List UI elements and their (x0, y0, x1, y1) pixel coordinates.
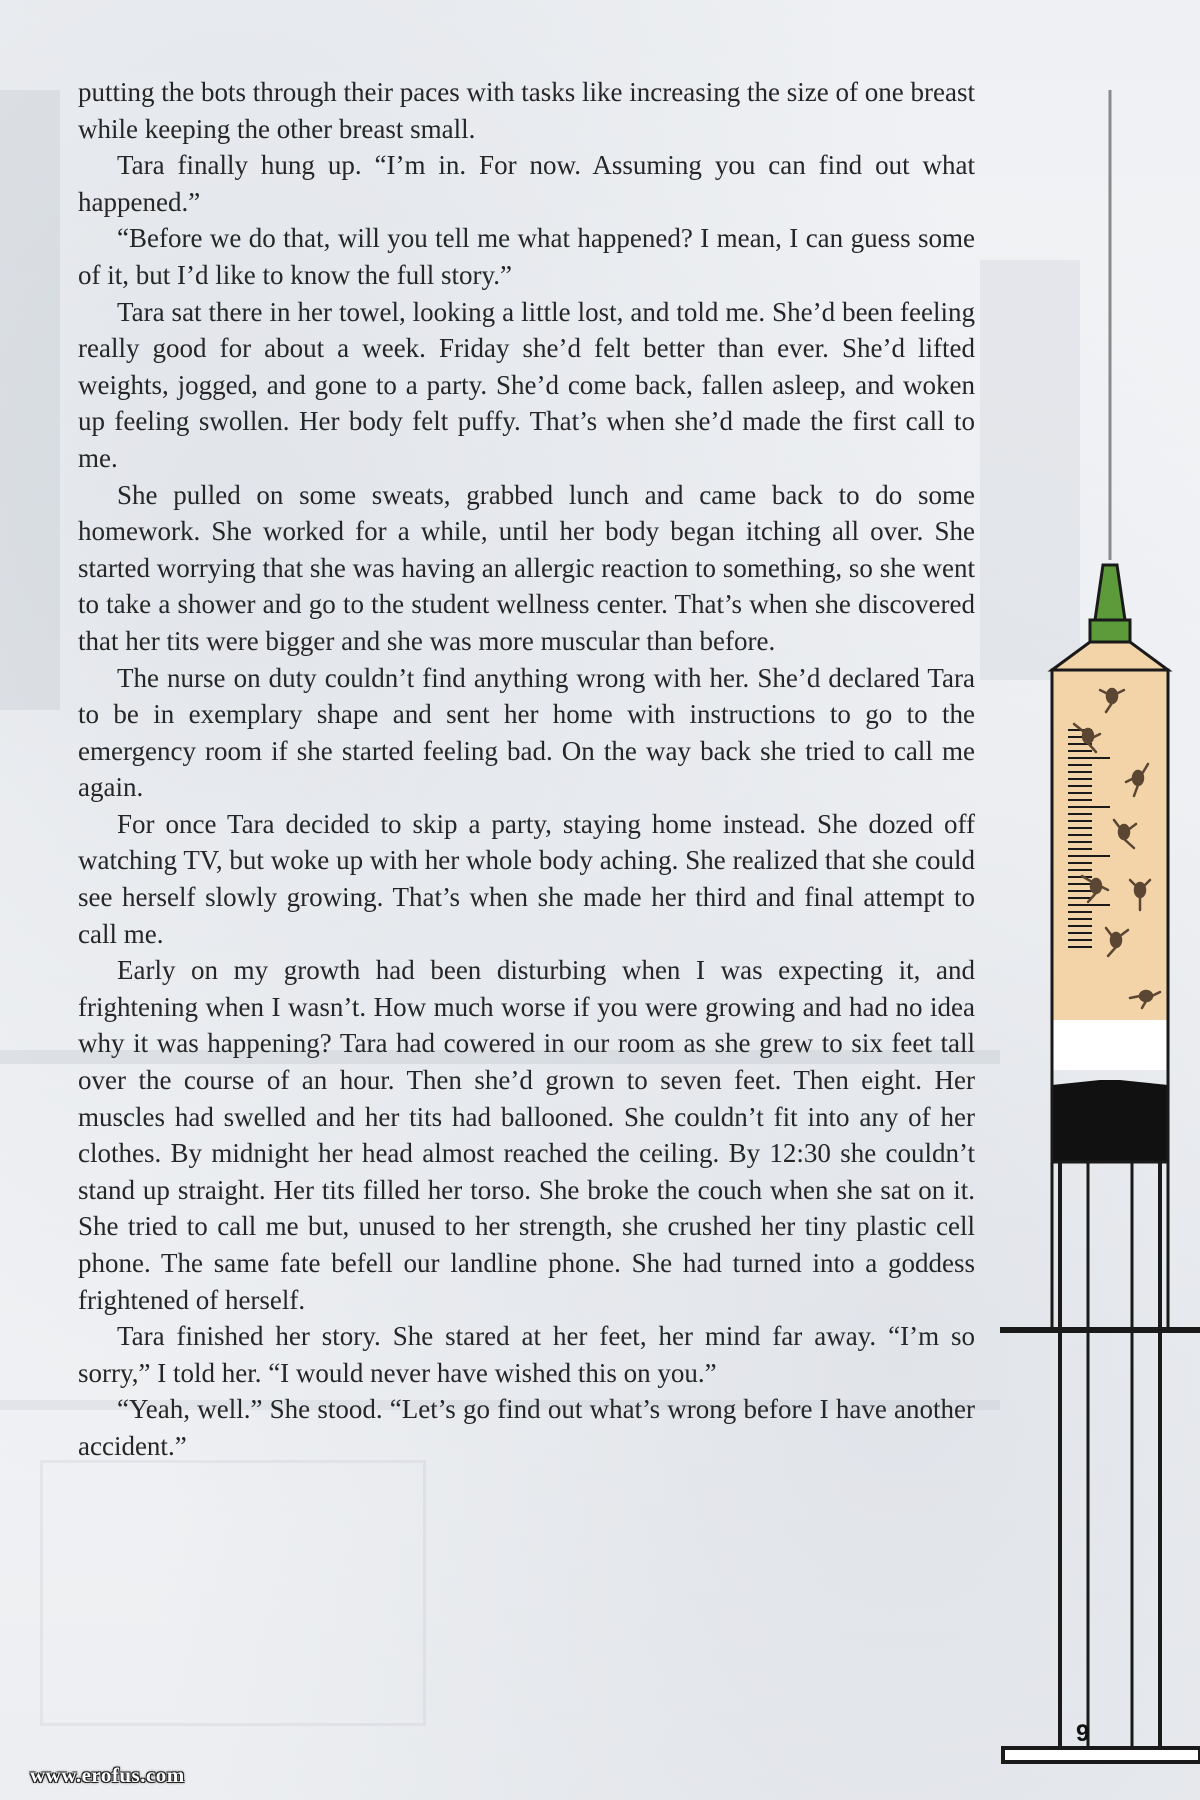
syringe-barrel-tip (1052, 642, 1168, 670)
paragraph: Tara sat there in her towel, looking a little lost, and told me. She’d been feeling really good for about a week. Friday she’d felt better than ever. She’d lifted weights, jogged, and gone to a party. She’d come back, fallen asleep, and woken up feeling swollen. Her body felt puffy. That’s when she’d made the first call to me. (78, 296, 975, 473)
syringe-hub (1095, 565, 1125, 620)
paragraph: She pulled on some sweats, grabbed lunch and came back to do some homework. She worked for a while, until her body began itching all over. She started worrying that she was having an allergic reaction to something, so she went to take a shower and go to the student wellness center. That’s when she discovered that her tits were bigger and she was more muscular than before. (78, 479, 975, 656)
syringe-hub-collar (1090, 620, 1130, 642)
paragraph: Tara finished her story. She stared at her feet, her mind far away. “I’m so sorry,” I told her. “I would never have wished this on you.” (78, 1321, 975, 1388)
syringe-fluid (1052, 670, 1168, 1020)
site-watermark: www.erofus.com (30, 1763, 185, 1787)
paragraph: putting the bots through their paces with tasks like increasing the size of one breast while keeping the other breast small. (78, 77, 975, 144)
syringe-empty-barrel (1052, 1020, 1168, 1070)
paragraph: “Before we do that, will you tell me what happened? I mean, I can guess some of it, but I’d like to know the full story.” (78, 223, 975, 290)
story-text (78, 74, 975, 1465)
syringe-plunger-stopper (1052, 1080, 1168, 1162)
paragraph: The nurse on duty couldn’t find anything wrong with her. She’d declared Tara to be in exemplary shape and sent her home with instructions to go to the emergency room if she started feeling bad. On the way back she tried to call me again. (78, 662, 975, 803)
syringe-flange (1000, 1327, 1200, 1333)
paragraph: Tara finally hung up. “I’m in. For now. Assuming you can find out what happened.” (78, 150, 975, 217)
background-shape (0, 90, 60, 710)
paragraph: Early on my growth had been disturbing when I was expecting it, and frightening when I wasn’t. How much worse if you were growing and had no idea why it was happening? Tara had cowered in our room as she grew to six feet tall over the course of an hour. Then she’d grown to seven feet. Then eight. Her muscles had swelled and her tits had ballooned. She couldn’t fit into any of her clothes. By midnight her head almost reached the ceiling. By 12:30 she couldn’t stand up straight. Her tits filled her torso. She broke the couch when she sat on it. She tried to call me but, unused to her strength, she crushed her tiny plastic cell phone. The same fate befell our landline phone. She had turned into a goddess frightened of herself. (78, 955, 975, 1315)
syringe-illustration (1000, 90, 1200, 1780)
paragraph: “Yeah, well.” She stood. “Let’s go find out what’s wrong before I have another accident.” (78, 1394, 975, 1461)
paragraph: For once Tara decided to skip a party, staying home instead. She dozed off watching TV, but woke up with her whole body aching. She realized that she could see herself slowly growing. That’s when she made her third and final attempt to call me. (78, 808, 975, 949)
page-number: 9 (1076, 1720, 1090, 1747)
background-shape (40, 1460, 426, 1726)
syringe-thumb-rest (1003, 1748, 1200, 1762)
